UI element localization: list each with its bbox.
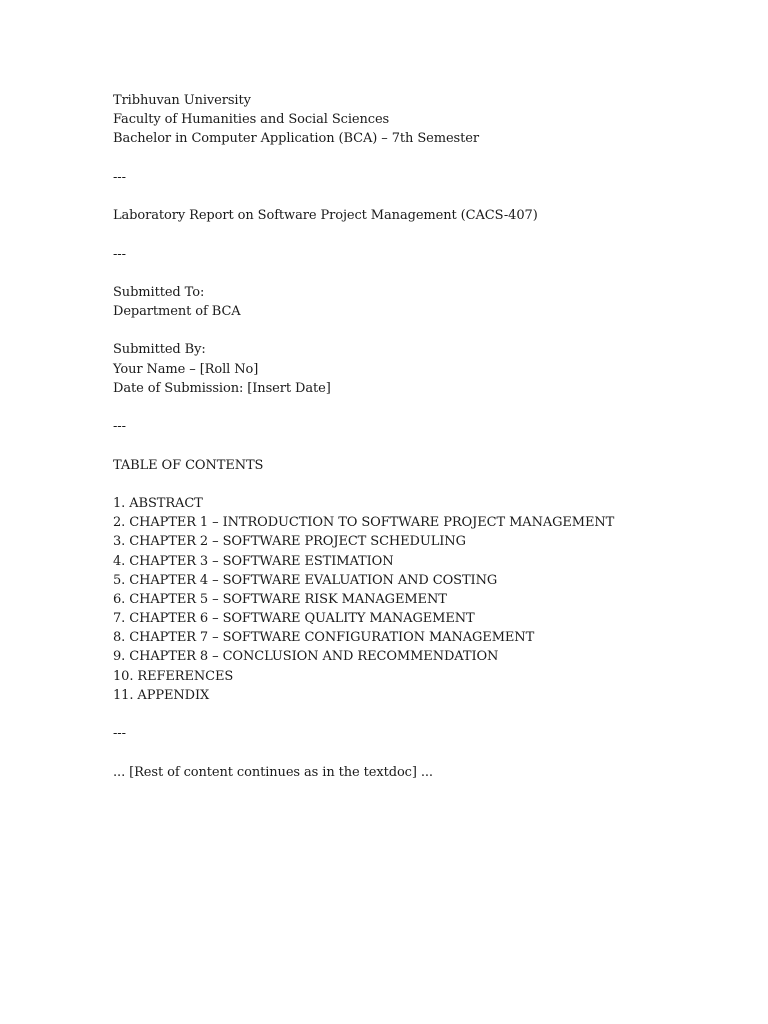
toc-item: 9. CHAPTER 8 – CONCLUSION AND RECOMMENDATION [113, 649, 499, 665]
spacer [113, 475, 713, 494]
toc-item: 4. CHAPTER 3 – SOFTWARE ESTIMATION [113, 553, 394, 569]
toc-item: 2. CHAPTER 1 – INTRODUCTION TO SOFTWARE PROJECT MANAGEMENT [113, 515, 615, 531]
faculty-name: Faculty of Humanities and Social Sciences [113, 112, 390, 128]
program-name: Bachelor in Computer Application (BCA) – 7th Semester [113, 131, 479, 147]
university-name: Tribhuvan University [113, 93, 251, 108]
report-title: Laboratory Report on Software Project Management (CACS-407) [113, 208, 538, 224]
toc-item: 5. CHAPTER 4 – SOFTWARE EVALUATION AND COSTING [113, 572, 498, 588]
separator: --- [113, 419, 126, 435]
toc-item: 11. APPENDIX [113, 687, 210, 703]
toc-item: 8. CHAPTER 7 – SOFTWARE CONFIGURATION MANAGEMENT [113, 630, 535, 646]
toc-list [113, 494, 713, 705]
submitted-to-label: Submitted To: [113, 284, 205, 300]
document-page [113, 91, 713, 782]
spacer [113, 264, 713, 283]
toc-item: 10. REFERENCES [113, 668, 234, 684]
spacer [113, 705, 713, 724]
spacer [113, 187, 713, 206]
spacer [113, 225, 713, 244]
submission-date: Date of Submission: [Insert Date] [113, 380, 331, 396]
spacer [113, 398, 713, 417]
submitted-by-value: Your Name – [Roll No] [113, 361, 259, 377]
submitted-to-value: Department of BCA [113, 304, 241, 320]
continuation-note: ... [Rest of content continues as in the textdoc] ... [113, 764, 433, 780]
separator: --- [113, 169, 126, 185]
toc-item: 1. ABSTRACT [113, 495, 203, 511]
toc-item: 3. CHAPTER 2 – SOFTWARE PROJECT SCHEDULING [113, 534, 466, 550]
submitted-by-label: Submitted By: [113, 342, 206, 358]
separator: --- [113, 246, 126, 262]
spacer [113, 743, 713, 762]
spacer [113, 436, 713, 455]
separator: --- [113, 726, 126, 742]
toc-item: 7. CHAPTER 6 – SOFTWARE QUALITY MANAGEMENT [113, 611, 475, 627]
spacer [113, 149, 713, 168]
toc-heading: TABLE OF CONTENTS [113, 457, 264, 473]
toc-item: 6. CHAPTER 5 – SOFTWARE RISK MANAGEMENT [113, 591, 447, 607]
spacer [113, 321, 713, 340]
